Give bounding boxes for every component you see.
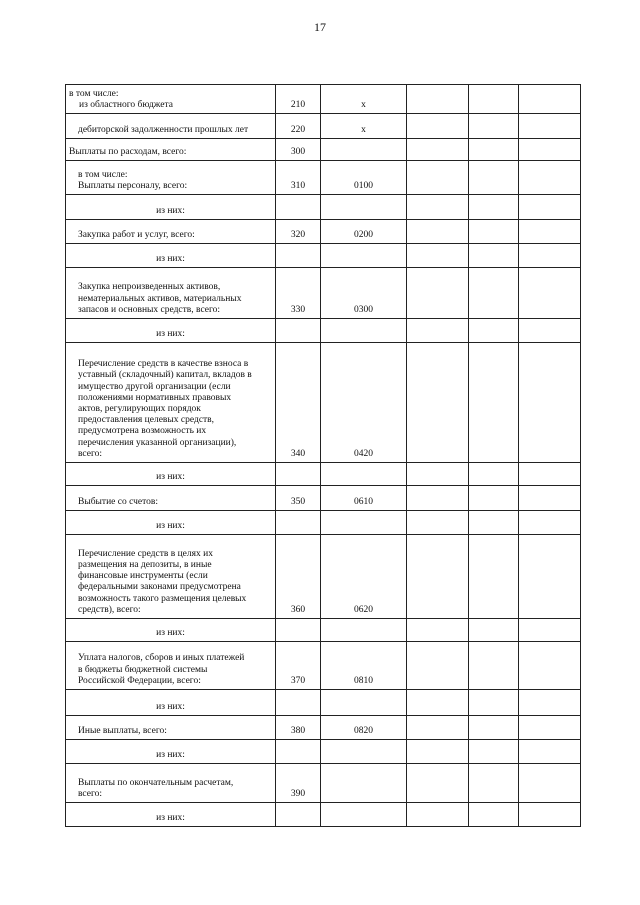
row-value-cell: [407, 139, 469, 161]
row-label: [66, 803, 276, 827]
row-label: [66, 244, 276, 268]
table-row: [66, 716, 581, 740]
row-label-line: всего:: [78, 448, 103, 459]
row-code: [276, 195, 321, 220]
row-label-line: из них:: [156, 812, 185, 823]
row-label-line: предоставления целевых средств,: [78, 415, 215, 426]
row-value-cell: [519, 268, 581, 319]
row-code: 310: [276, 161, 321, 195]
row-kosgu: 0610: [321, 486, 407, 511]
row-kosgu: [321, 244, 407, 268]
row-label-line: Российской Федерации, всего:: [78, 675, 201, 686]
row-label: [66, 220, 276, 244]
row-kosgu: x: [321, 85, 407, 114]
row-code: [276, 619, 321, 642]
table-row: [66, 486, 581, 511]
row-label: [66, 319, 276, 343]
row-label: [66, 463, 276, 486]
row-label: [66, 642, 276, 690]
row-kosgu: [321, 195, 407, 220]
row-label-line: средств), всего:: [78, 604, 141, 615]
row-value-cell: [519, 139, 581, 161]
row-value-cell: [469, 803, 519, 827]
row-kosgu: 0820: [321, 716, 407, 740]
row-kosgu: [321, 139, 407, 161]
row-value-cell: [469, 690, 519, 716]
row-value-cell: [469, 764, 519, 803]
table-row: [66, 535, 581, 619]
row-value-cell: [469, 343, 519, 463]
row-label: [66, 764, 276, 803]
row-label: [66, 139, 276, 161]
row-label: [66, 535, 276, 619]
row-value-cell: [407, 535, 469, 619]
row-label-line: размещения на депозиты, в иные: [78, 559, 212, 570]
row-label-line: в том числе:: [78, 169, 128, 180]
row-label: [66, 114, 276, 139]
row-kosgu: 0200: [321, 220, 407, 244]
row-value-cell: [469, 161, 519, 195]
table-row: [66, 195, 581, 220]
row-label-line: запасов и основных средств, всего:: [78, 304, 221, 315]
table-row: [66, 220, 581, 244]
table-row: [66, 139, 581, 161]
row-value-cell: [469, 740, 519, 764]
row-code: [276, 244, 321, 268]
row-label: [66, 343, 276, 463]
row-value-cell: [407, 690, 469, 716]
page-number: 17: [314, 20, 326, 34]
row-code: [276, 803, 321, 827]
row-label-line: возможность такого размещения целевых: [78, 593, 247, 604]
row-value-cell: [469, 114, 519, 139]
row-label-line: из них:: [156, 471, 185, 482]
row-label: [66, 85, 276, 114]
row-value-cell: [407, 319, 469, 343]
row-label-line: из них:: [156, 205, 185, 216]
row-value-cell: [407, 511, 469, 535]
row-kosgu: [321, 764, 407, 803]
row-value-cell: [519, 740, 581, 764]
row-value-cell: [469, 642, 519, 690]
row-value-cell: [407, 195, 469, 220]
table-row: [66, 114, 581, 139]
table-row: [66, 85, 581, 114]
row-kosgu: 0420: [321, 343, 407, 463]
row-code: 330: [276, 268, 321, 319]
row-label-line: Выплаты по расходам, всего:: [69, 146, 187, 157]
row-value-cell: [469, 195, 519, 220]
row-kosgu: x: [321, 114, 407, 139]
table-row: [66, 690, 581, 716]
row-code: 220: [276, 114, 321, 139]
row-value-cell: [407, 244, 469, 268]
row-value-cell: [407, 486, 469, 511]
row-value-cell: [519, 690, 581, 716]
row-label-line: из них:: [156, 749, 185, 760]
row-kosgu: [321, 619, 407, 642]
row-kosgu: [321, 463, 407, 486]
row-label-line: предусмотрена возможность их: [78, 426, 207, 437]
row-label-line: актов, регулирующих порядок: [78, 403, 201, 414]
row-label-line: из областного бюджета: [79, 99, 173, 110]
row-label: [66, 268, 276, 319]
table-row: [66, 740, 581, 764]
row-value-cell: [519, 343, 581, 463]
row-kosgu: [321, 690, 407, 716]
row-code: 320: [276, 220, 321, 244]
row-label: [66, 619, 276, 642]
row-label-line: уставный (складочный) капитал, вкладов в: [78, 370, 252, 381]
row-value-cell: [469, 511, 519, 535]
row-code: [276, 511, 321, 535]
table-row: [66, 803, 581, 827]
row-label-line: Закупка работ и услуг, всего:: [78, 229, 195, 240]
row-label: [66, 716, 276, 740]
table-row: [66, 642, 581, 690]
row-label: [66, 486, 276, 511]
row-kosgu: 0810: [321, 642, 407, 690]
table-row: [66, 463, 581, 486]
row-code: 210: [276, 85, 321, 114]
row-value-cell: [407, 463, 469, 486]
row-value-cell: [407, 85, 469, 114]
row-code: [276, 319, 321, 343]
row-label-line: из них:: [156, 627, 185, 638]
table-row: [66, 268, 581, 319]
table-row: [66, 619, 581, 642]
row-label-line: положениями нормативных правовых: [78, 392, 232, 403]
row-value-cell: [519, 535, 581, 619]
row-value-cell: [469, 268, 519, 319]
row-kosgu: 0100: [321, 161, 407, 195]
row-value-cell: [469, 85, 519, 114]
row-label-line: Иные выплаты, всего:: [78, 725, 167, 736]
row-value-cell: [519, 463, 581, 486]
row-code: 300: [276, 139, 321, 161]
row-kosgu: [321, 803, 407, 827]
row-value-cell: [469, 244, 519, 268]
row-label-line: Выплаты персоналу, всего:: [78, 180, 188, 191]
row-code: 390: [276, 764, 321, 803]
row-value-cell: [469, 716, 519, 740]
row-kosgu: [321, 319, 407, 343]
row-label-line: в бюджеты бюджетной системы: [78, 664, 208, 675]
row-label-line: Закупка непроизведенных активов,: [78, 282, 221, 293]
row-value-cell: [407, 161, 469, 195]
row-value-cell: [519, 642, 581, 690]
table-row: [66, 343, 581, 463]
row-code: [276, 463, 321, 486]
row-value-cell: [519, 195, 581, 220]
row-value-cell: [519, 486, 581, 511]
row-value-cell: [407, 268, 469, 319]
row-value-cell: [469, 486, 519, 511]
row-kosgu: 0620: [321, 535, 407, 619]
row-label: [66, 690, 276, 716]
row-label-line: Перечисление средств в целях их: [78, 548, 213, 559]
row-code: [276, 740, 321, 764]
row-label-line: имущество другой организации (если: [78, 381, 231, 392]
row-label: [66, 740, 276, 764]
row-code: 350: [276, 486, 321, 511]
row-kosgu: [321, 740, 407, 764]
row-value-cell: [469, 535, 519, 619]
row-label-line: Выбытие со счетов:: [78, 496, 159, 507]
row-label-line: всего:: [78, 788, 103, 799]
row-label: [66, 161, 276, 195]
row-value-cell: [469, 463, 519, 486]
row-value-cell: [519, 85, 581, 114]
row-value-cell: [407, 619, 469, 642]
row-code: 360: [276, 535, 321, 619]
row-code: [276, 690, 321, 716]
row-label: [66, 511, 276, 535]
row-value-cell: [469, 319, 519, 343]
row-label-line: из них:: [156, 253, 185, 264]
row-label-line: из них:: [156, 520, 185, 531]
row-label-line: Выплаты по окончательным расчетам,: [78, 777, 234, 788]
table-row: [66, 161, 581, 195]
row-value-cell: [407, 114, 469, 139]
table-row: [66, 511, 581, 535]
financial-report-table: [65, 84, 581, 827]
row-value-cell: [519, 319, 581, 343]
row-label-line: в том числе:: [69, 88, 119, 99]
row-label-line: нематериальных активов, материальных: [78, 293, 242, 304]
row-value-cell: [519, 803, 581, 827]
row-code: 370: [276, 642, 321, 690]
row-code: 340: [276, 343, 321, 463]
row-value-cell: [519, 114, 581, 139]
table-row: [66, 764, 581, 803]
row-label-line: дебиторской задолженности прошлых лет: [78, 124, 249, 135]
row-value-cell: [407, 220, 469, 244]
row-label-line: перечисления указанной организации),: [78, 437, 237, 448]
row-value-cell: [519, 764, 581, 803]
row-code: 380: [276, 716, 321, 740]
row-value-cell: [407, 803, 469, 827]
row-value-cell: [519, 716, 581, 740]
row-label-line: федеральными законами предусмотрена: [78, 582, 241, 593]
row-value-cell: [469, 220, 519, 244]
table-row: [66, 244, 581, 268]
row-value-cell: [407, 343, 469, 463]
row-label-line: финансовые инструменты (если: [78, 571, 208, 582]
row-value-cell: [519, 619, 581, 642]
row-value-cell: [407, 642, 469, 690]
row-value-cell: [519, 220, 581, 244]
row-kosgu: 0300: [321, 268, 407, 319]
row-value-cell: [519, 161, 581, 195]
row-value-cell: [519, 244, 581, 268]
table-row: [66, 319, 581, 343]
row-label-line: из них:: [156, 328, 185, 339]
row-label-line: из них:: [156, 701, 185, 712]
row-label-line: Перечисление средств в качестве взноса в: [78, 359, 249, 370]
table-body: [66, 85, 581, 827]
row-value-cell: [407, 740, 469, 764]
row-label: [66, 195, 276, 220]
row-value-cell: [407, 716, 469, 740]
row-value-cell: [469, 619, 519, 642]
row-label-line: Уплата налогов, сборов и иных платежей: [78, 653, 245, 664]
row-value-cell: [519, 511, 581, 535]
row-kosgu: [321, 511, 407, 535]
row-value-cell: [469, 139, 519, 161]
row-value-cell: [407, 764, 469, 803]
